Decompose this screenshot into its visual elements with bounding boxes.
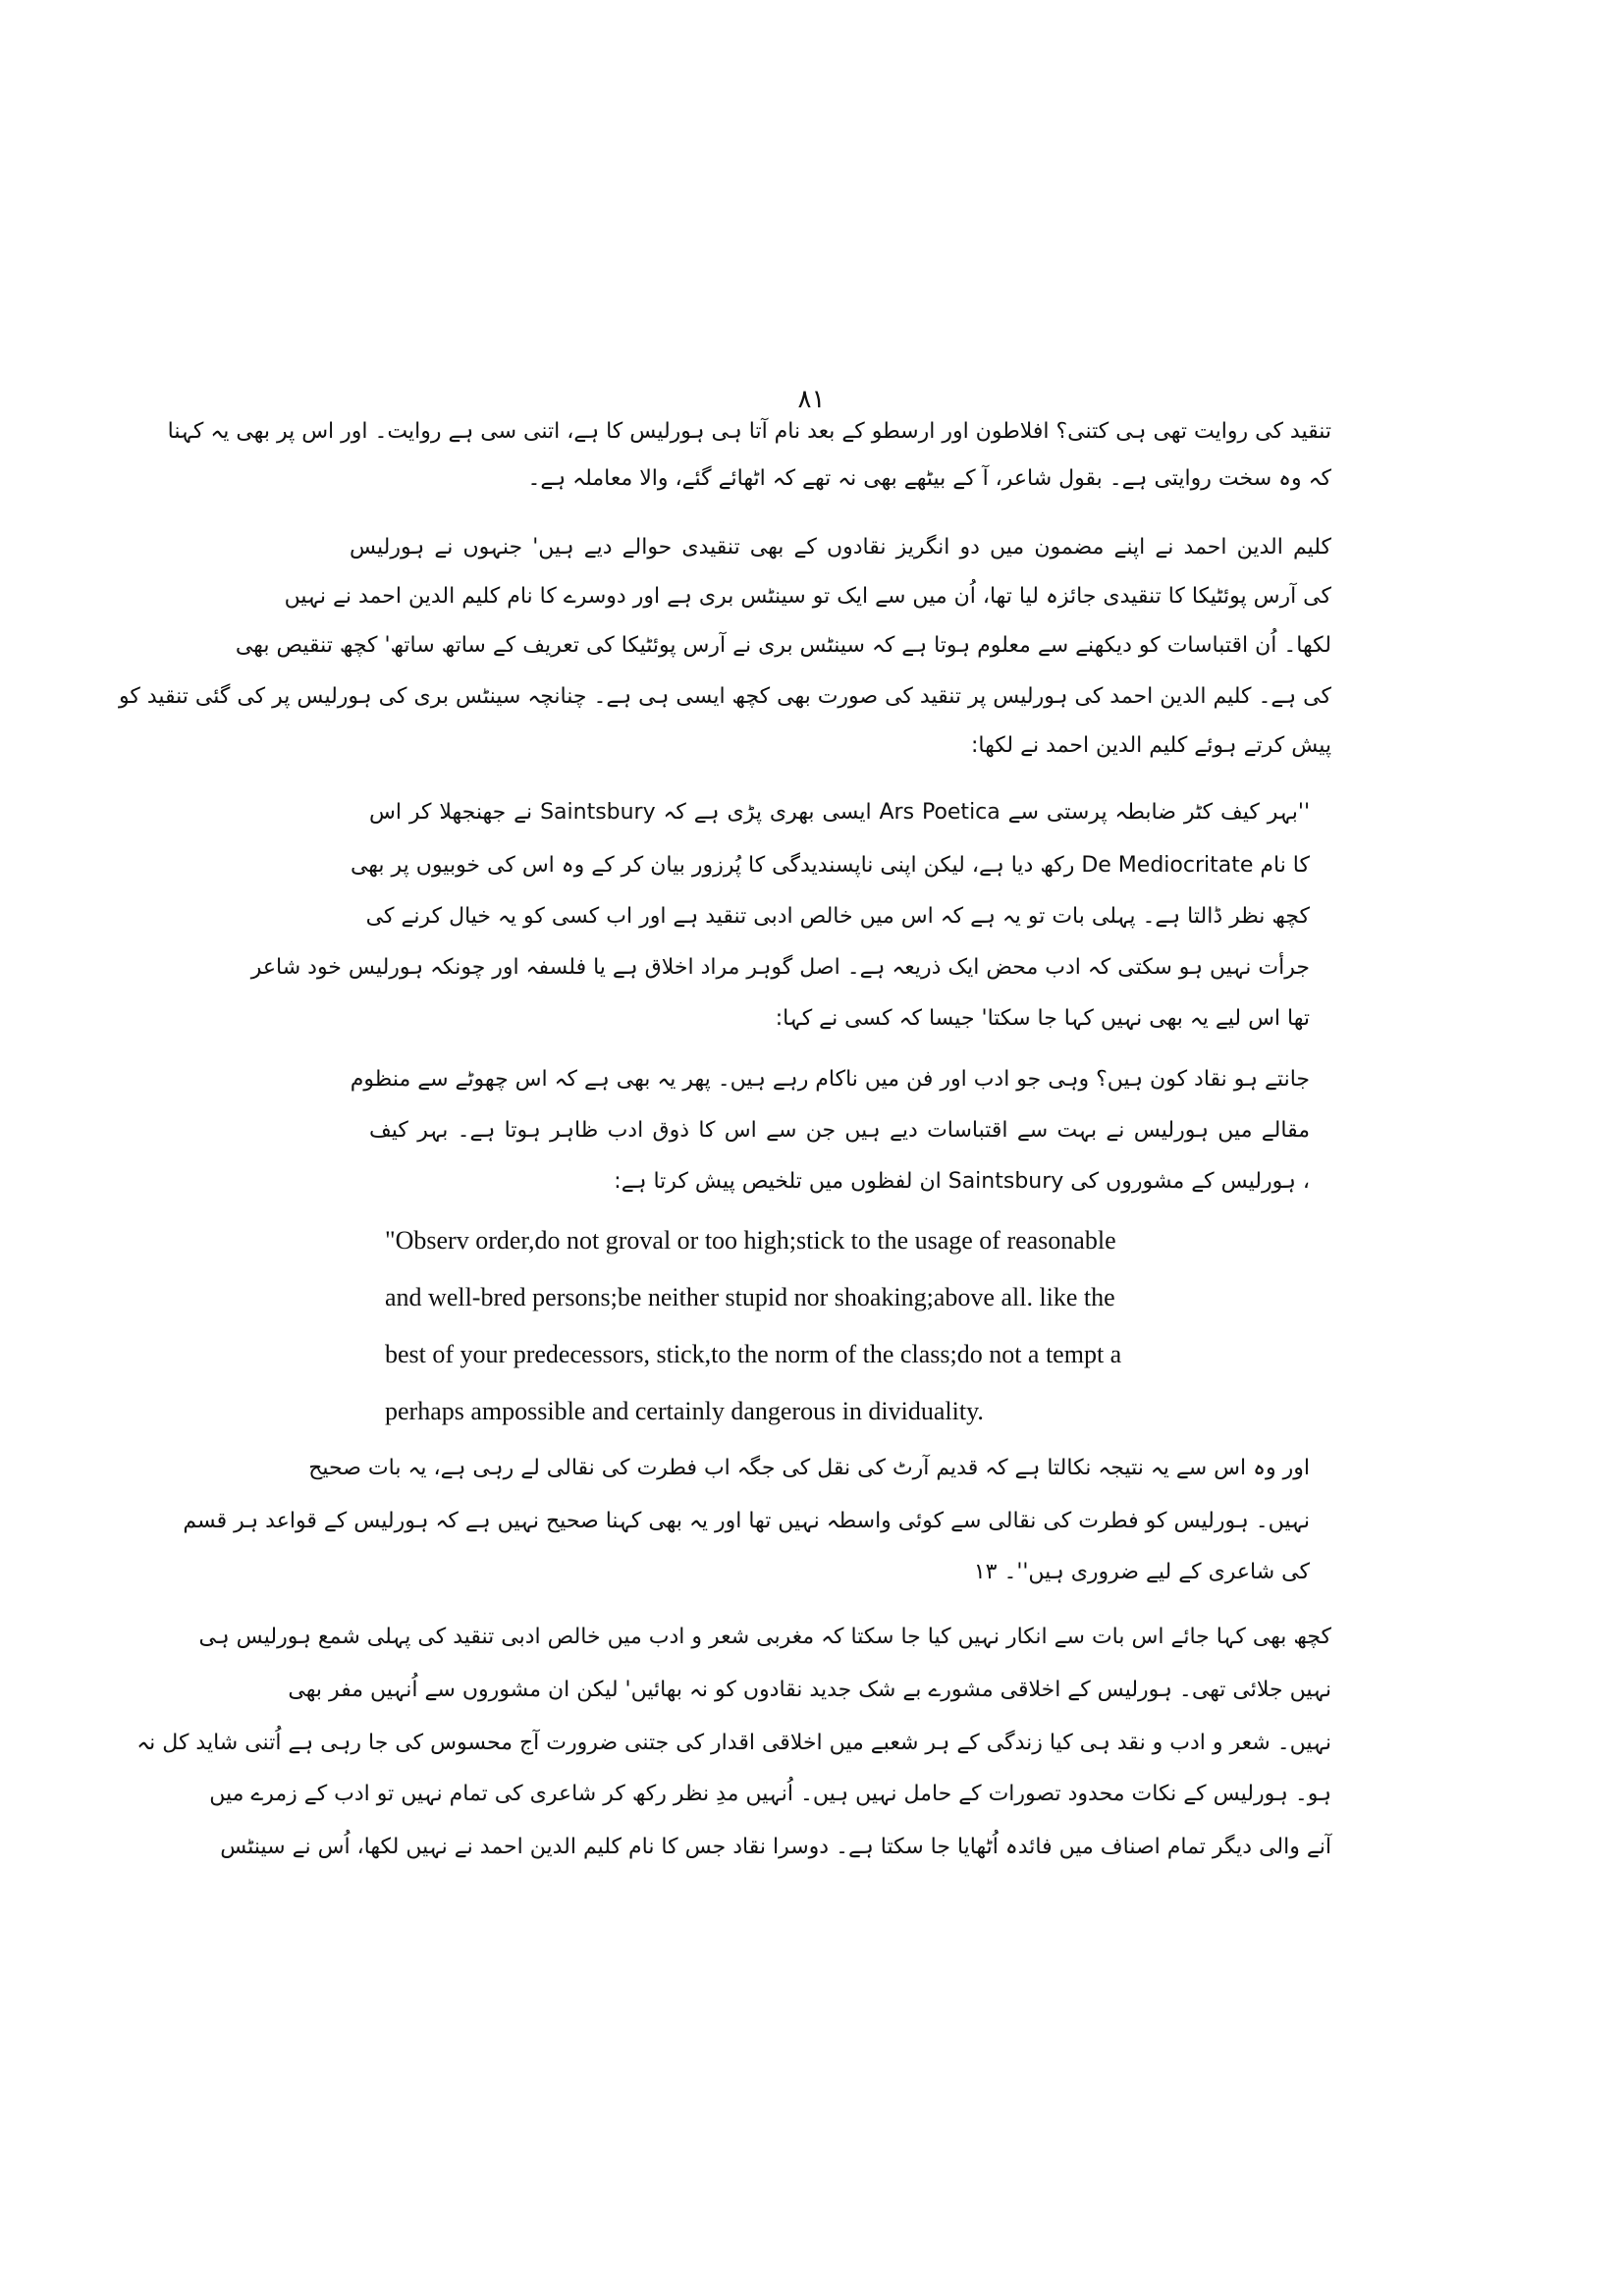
english-quote-line: "Observ order,do not groval or too high;stick to the usage of reasonable [385, 1226, 1116, 1255]
quote-line: ''بہر کیف کٹر ضابطہ پرستی سے Ars Poetica ایسی بھری پڑی ہے کہ Saintsbury نے جھنجھلا کر اس [369, 800, 1311, 825]
paragraph-line: کہ وہ سخت روایتی ہے۔ بقول شاعر، آ کے بیٹھے بھی نہ تھے کہ اٹھائے گئے، والا معاملہ ہے۔ [527, 466, 1331, 491]
quote-line: ، ہورلیس کے مشوروں کی Saintsbury ان لفظوں میں تلخیص پیش کرتا ہے: [614, 1169, 1310, 1194]
page-number: ۸۱ [797, 385, 826, 414]
paragraph-line: کی آرس پوئٹیکا کا تنقیدی جائزہ لیا تھا، اُن میں سے ایک تو سینٹس بری ہے اور دوسرے کا نام کلیم الدین احمد نے نہیں [284, 584, 1331, 609]
paragraph-line: نہیں۔ شعر و ادب و نقد ہی کیا زندگی کے ہر شعبے میں اخلاقی اقدار کی جتنی ضرورت آج محسوس کی جا رہی ہے اُتنی شاید کل نہ [136, 1731, 1331, 1755]
quote-line: کی شاعری کے لیے ضروری ہیں''۔ ۱۳ [973, 1560, 1310, 1584]
paragraph-line: ہو۔ ہورلیس کے نکات محدود تصورات کے حامل نہیں ہیں۔ اُنہیں مدِ نظر رکھ کر شاعری کی تمام نہیں تو ادب کے زمرے میں [209, 1782, 1331, 1806]
quote-line: تھا اس لیے یہ بھی نہیں کہا جا سکتا' جیسا کہ کسی نے کہا: [775, 1006, 1310, 1031]
quote-line: اور وہ اس سے یہ نتیجہ نکالتا ہے کہ قدیم آرٹ کی نقل کی جگہ اب فطرت کی نقالی لے رہی ہے، یہ بات صحیح [308, 1456, 1310, 1480]
paragraph-line: آنے والی دیگر تمام اصناف میں فائدہ اُٹھایا جا سکتا ہے۔ دوسرا نقاد جس کا نام کلیم الدین احمد نے نہیں لکھا، اُس نے سینٹس [220, 1835, 1331, 1859]
quote-line: جانتے ہو نقاد کون ہیں؟ وہی جو ادب اور فن میں ناکام رہے ہیں۔ پھر یہ بھی ہے کہ اس چھوٹے سے منظوم [350, 1067, 1310, 1092]
paragraph-line: پیش کرتے ہوئے کلیم الدین احمد نے لکھا: [970, 733, 1331, 758]
english-quote-line: perhaps ampossible and certainly dangerous in dividuality. [385, 1397, 984, 1425]
quote-line: کچھ نظر ڈالتا ہے۔ پہلی بات تو یہ ہے کہ اس میں خالص ادبی تنقید ہے اور اب کسی کو یہ خیال کرنے کی [365, 904, 1310, 929]
paragraph-line: نہیں جلائی تھی۔ ہورلیس کے اخلاقی مشورے بے شک جدید نقادوں کو نہ بھائیں' لیکن ان مشوروں سے اُنہیں مفر بھی [288, 1678, 1331, 1702]
paragraph-line: کلیم الدین احمد نے اپنے مضمون میں دو انگریز نقادوں کے بھی تنقیدی حوالے دیے ہیں' جنہوں نے ہورلیس [350, 535, 1331, 560]
paragraph-line: لکھا۔ اُن اقتباسات کو دیکھنے سے معلوم ہوتا ہے کہ سینٹس بری نے آرس پوئٹیکا کی تعریف کے ساتھ ساتھ' کچھ تنقیص بھی [235, 633, 1331, 658]
quote-line: نہیں۔ ہورلیس کو فطرت کی نقالی سے کوئی واسطہ نہیں تھا اور یہ بھی کہنا صحیح نہیں ہے کہ ہورلیس کے قواعد ہر قسم [183, 1509, 1310, 1533]
quote-line: مقالے میں ہورلیس نے بہت سے اقتباسات دیے ہیں جن سے اس کا ذوق ادب ظاہر ہوتا ہے۔ بہر کیف [369, 1118, 1310, 1143]
quote-line: کا نام De Mediocritate رکھ دیا ہے، لیکن اپنی ناپسندیدگی کا پُرزور بیان کر کے وہ اس کی خوبیوں پر بھی [350, 853, 1310, 878]
paragraph-line: کی ہے۔ کلیم الدین احمد کی ہورلیس پر تنقید کی صورت بھی کچھ ایسی ہی ہے۔ چنانچہ سینٹس بری کی ہورلیس پر کی گئی تنقید کو [119, 684, 1331, 709]
quote-line: جرأت نہیں ہو سکتی کہ ادب محض ایک ذریعہ ہے۔ اصل گوہر مراد اخلاق ہے یا فلسفہ اور چونکہ ہورلیس خود شاعر [250, 955, 1310, 980]
paragraph-line: تنقید کی روایت تھی ہی کتنی؟ افلاطون اور ارسطو کے بعد نام آتا ہی ہورلیس کا ہے، اتنی سی ہے روایت۔ اور اس پر بھی یہ کہنا [167, 419, 1331, 444]
english-quote-line: and well-bred persons;be neither stupid nor shoaking;above all. like the [385, 1283, 1115, 1311]
english-quote-line: best of your predecessors, stick,to the norm of the class;do not a tempt a [385, 1340, 1122, 1368]
paragraph-line: کچھ بھی کہا جائے اس بات سے انکار نہیں کیا جا سکتا کہ مغربی شعر و ادب میں خالص ادبی تنقید کی پہلی شمع ہورلیس ہی [198, 1625, 1331, 1649]
